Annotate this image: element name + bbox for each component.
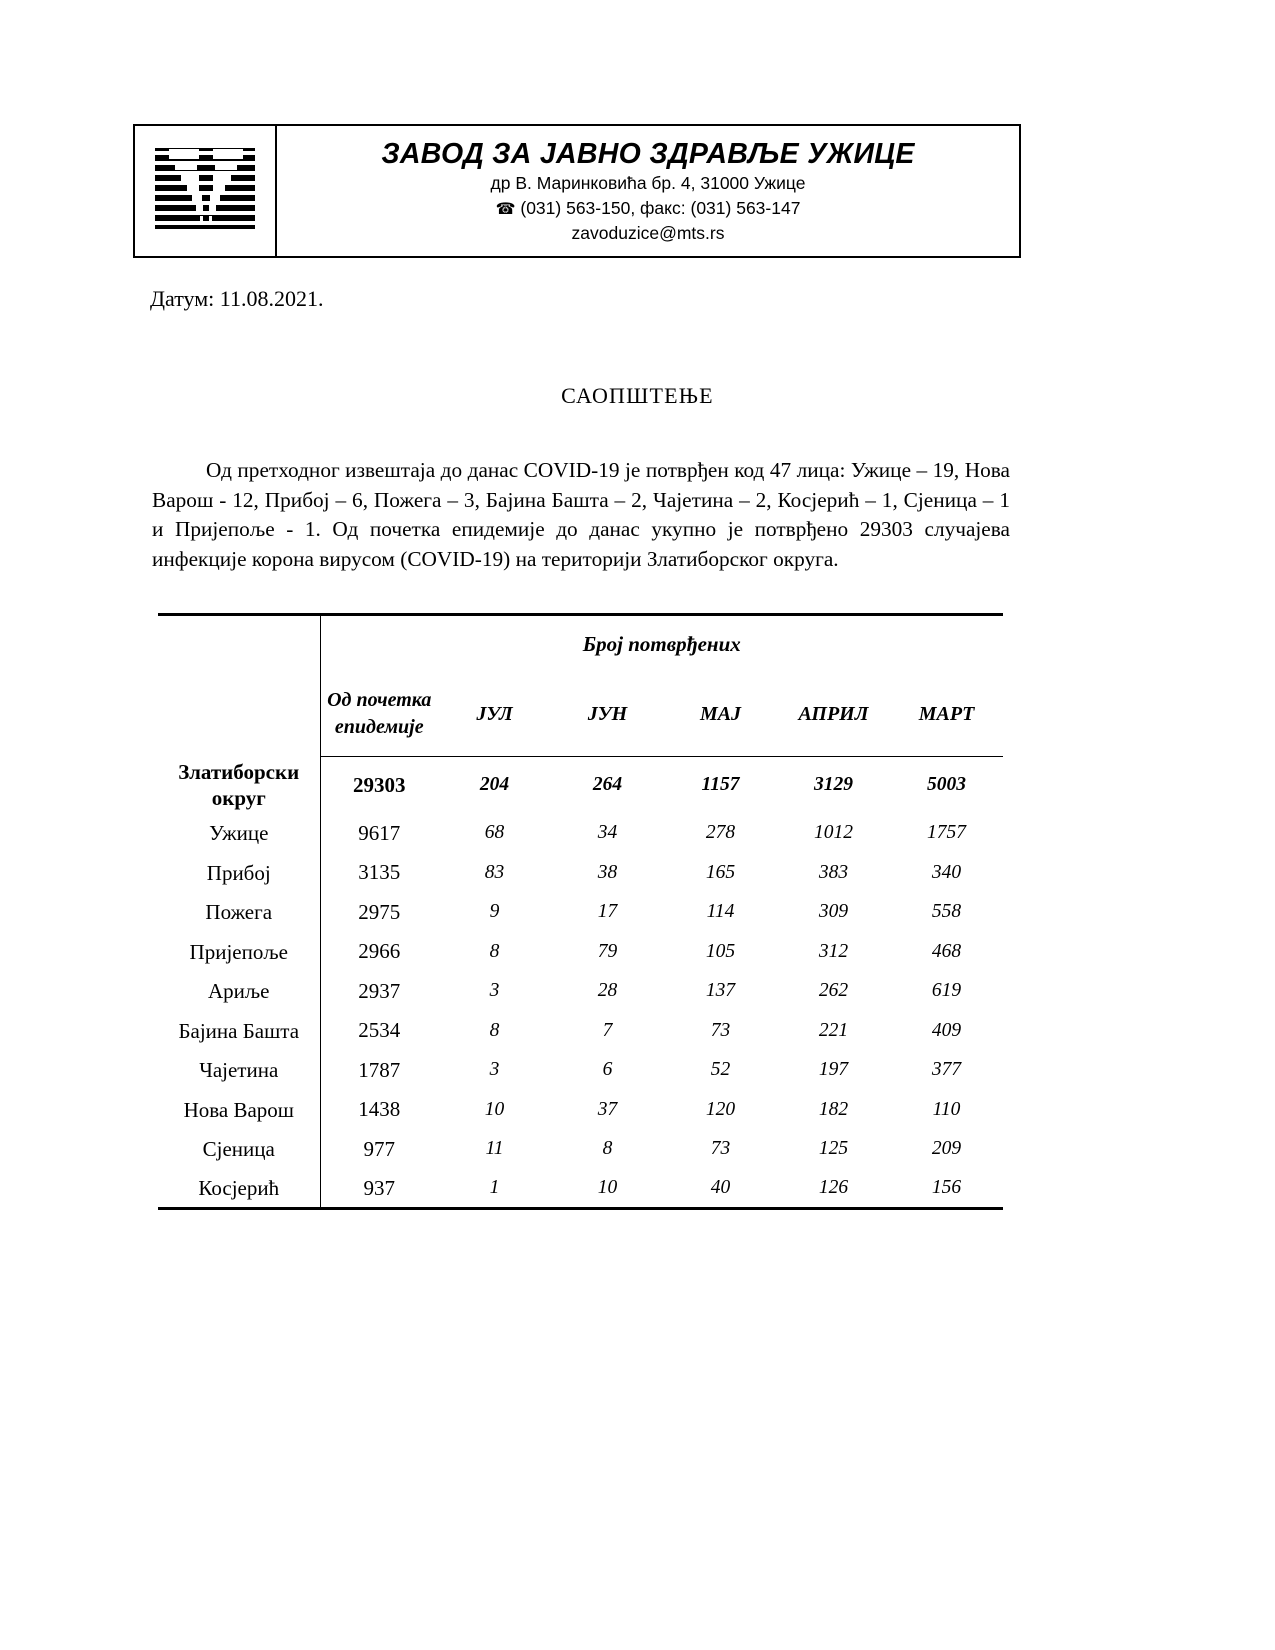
column-header-total: Од почетка епидемије [320,672,438,757]
cell-maj-7: 52 [710,1059,731,1081]
cell-maj-6: 73 [710,1019,731,1041]
row-label-8: Нова Варош [183,1097,294,1122]
cell-maj-1: 278 [705,822,736,844]
table-row [158,1090,1003,1130]
cell-maj-2: 165 [705,861,736,883]
table-body [158,757,1003,1209]
cell-jun-8: 37 [597,1098,618,1120]
row-label-5: Ариље [208,979,270,1004]
cell-total-5: 2937 [320,972,438,1012]
cell-total-10: 937 [320,1169,438,1209]
row-label-6: Бајина Башта [178,1018,300,1043]
cell-mart-10: 156 [890,1169,1003,1209]
column-header-april: АПРИЛ [777,672,890,757]
table-row [158,1169,1003,1209]
cell-jun-7: 6 [602,1059,613,1081]
cell-jun-5: 28 [597,980,618,1002]
phone-text: (031) 563-150, факс: (031) 563-147 [520,197,801,218]
cell-total-2: 3135 [320,853,438,893]
page-title-text: САОПШТЕЊЕ [561,383,714,408]
cell-jul-10: 1 [438,1169,551,1209]
cell-jun-6: 7 [602,1019,613,1041]
cell-jul-5: 3 [489,980,500,1002]
cell-total-0: 29303 [320,757,438,814]
cell-maj-4: 105 [705,940,736,962]
cell-mart-7: 377 [931,1059,962,1081]
cell-total-7: 1787 [320,1051,438,1091]
cell-total-4: 2966 [320,932,438,972]
column-header-mart: МАРТ [890,672,1003,757]
cell-total-1: 9617 [320,814,438,854]
table-row [158,853,1003,893]
row-label-10: Косјерић [158,1169,320,1209]
column-header-jul: ЈУЛ [438,672,551,757]
cell-april-2: 383 [818,861,849,883]
cell-jul-1: 68 [484,822,505,844]
cell-jun-1: 34 [597,822,618,844]
table-group-header-row [158,615,1003,673]
cell-total-8: 1438 [320,1090,438,1130]
cell-jul-7: 3 [489,1059,500,1081]
cell-mart-4: 468 [931,940,962,962]
cell-jul-3: 9 [489,901,500,923]
cell-mart-9: 209 [931,1138,962,1160]
document-date: Датум: 11.08.2021. [150,286,324,311]
row-label-0: Златиборски округ [178,760,300,810]
table-row [158,893,1003,933]
organization-address: др В. Маринковића бр. 4, 31000 Ужице [490,173,806,194]
column-header-maj: МАЈ [664,672,777,757]
row-label-1: Ужице [209,821,269,846]
cell-jul-8: 10 [484,1098,505,1120]
cell-april-6: 221 [818,1019,849,1041]
cell-mart-3: 558 [931,901,962,923]
cell-mart-6: 409 [931,1019,962,1041]
cell-april-9: 125 [818,1138,849,1160]
table-row [158,972,1003,1012]
table-head [158,615,1003,757]
organization-name: ЗАВОД ЗА ЈАВНО ЗДРАВЉЕ УЖИЦЕ [381,138,915,171]
cell-jul-6: 8 [489,1019,500,1041]
cell-april-0: 3129 [814,774,853,796]
group-header-confirmed: Број потврђених [320,615,1003,673]
cell-jun-3: 17 [597,901,618,923]
organization-details [277,126,1019,256]
cell-april-5: 262 [818,980,849,1002]
cell-mart-8: 110 [932,1098,961,1120]
confirmed-cases-table-wrapper [158,613,1003,1210]
cell-jun-10: 10 [551,1169,664,1209]
telephone-icon: ☎ [495,198,516,218]
cell-jun-0: 264 [592,774,623,796]
cell-jul-0: 204 [479,774,510,796]
corner-header-cell [158,615,320,757]
cell-jun-9: 8 [602,1138,613,1160]
row-label-7: Чајетина [199,1058,279,1083]
cell-april-8: 182 [818,1098,849,1120]
cell-mart-1: 1757 [927,822,967,844]
row-label-3: Пожега [205,900,273,925]
cell-maj-8: 120 [705,1098,736,1120]
body-paragraph: Од претходног извештаја до данас COVID-19 је потврђен код 47 лица: Ужице – 19, Нова Варош - 12, Прибој – 6, Пожега – 3, Бајина Башта – 2, Чајетина – 2, Косјерић – 1, Сјеница – 1 и Пријепоље - 1. Од почетка епидемије до данас укупно је потврђено 29303 случајева инфекције корона вирусом (COVID-19) на територији Златиборског округа. [152,458,1010,571]
cell-april-10: 126 [777,1169,890,1209]
cell-mart-0: 5003 [927,774,967,796]
row-label-4: Пријепоље [189,939,288,964]
letterhead-box [133,124,1021,258]
cell-jul-4: 8 [489,940,500,962]
table-row [158,932,1003,972]
table-row [158,1011,1003,1051]
row-label-2: Прибој [206,860,271,885]
cell-total-3: 2975 [320,893,438,933]
cell-april-7: 197 [818,1059,849,1081]
cell-april-1: 1012 [814,822,853,844]
cell-maj-10: 40 [664,1169,777,1209]
institute-shield-logo-icon [155,145,255,237]
cell-mart-5: 619 [931,980,962,1002]
cell-jul-9: 11 [485,1138,504,1160]
confirmed-cases-table [158,613,1003,1210]
table-row [158,1130,1003,1170]
cell-maj-5: 137 [705,980,736,1002]
page-title [0,383,1275,409]
table-row [158,814,1003,854]
cell-april-3: 309 [818,901,849,923]
cell-mart-2: 340 [931,861,962,883]
cell-total-9: 977 [320,1130,438,1170]
table-row [158,1051,1003,1091]
cell-jun-4: 79 [597,940,618,962]
cell-total-6: 2534 [320,1011,438,1051]
row-label-9: Сјеница [202,1137,275,1162]
cell-maj-9: 73 [710,1138,731,1160]
logo-cell [135,126,277,256]
cell-april-4: 312 [818,940,849,962]
organization-email: zavoduzice@mts.rs [571,222,725,243]
cell-jul-2: 83 [484,861,505,883]
cell-maj-3: 114 [706,901,735,923]
cell-jun-2: 38 [597,861,618,883]
organization-phone [496,196,801,221]
table-row [158,757,1003,814]
column-header-jun: ЈУН [551,672,664,757]
cell-maj-0: 1157 [701,774,740,796]
